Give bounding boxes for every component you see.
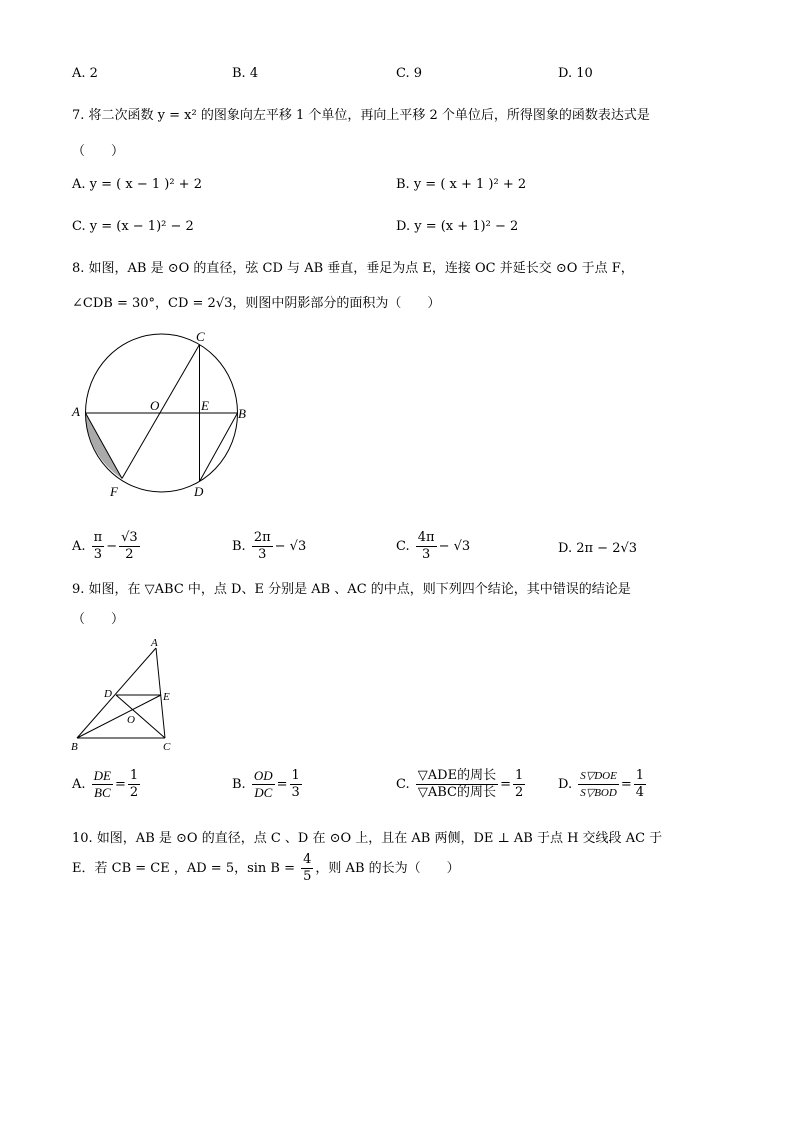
q8-options	[72, 520, 734, 564]
q9-option-c-prefix: C.	[396, 777, 410, 792]
q10-stem-line2	[72, 852, 460, 885]
q9-segment-dc	[116, 695, 165, 738]
q9-option-d[interactable]	[558, 768, 648, 801]
q9-options	[72, 768, 734, 812]
q9-label-a: A	[151, 637, 158, 649]
q8-option-c[interactable]	[396, 530, 470, 563]
q8-a-num2: √3	[121, 530, 138, 545]
q9-stem: 9. 如图，在 ▽ABC 中，点 D、E 分别是 AB 、AC 的中点，则下列四个结论，其中错误的结论是	[72, 582, 631, 597]
q6-option-c[interactable]: C. 9	[396, 66, 423, 81]
q6-option-d[interactable]: D. 10	[558, 66, 593, 81]
q8-label-d: D	[194, 484, 204, 499]
q9-option-a[interactable]	[72, 768, 142, 801]
q7-options-row2	[72, 219, 734, 241]
q9-a-num: DE	[93, 768, 112, 783]
q8-circle-figure	[70, 326, 260, 501]
q7-options-row1	[72, 177, 734, 199]
q8-c-tail: − √3	[438, 539, 471, 554]
q8-label-c: C	[196, 329, 205, 344]
q8-b-num: 2π	[253, 530, 271, 545]
q7-option-c[interactable]: C. y = (x − 1)² − 2	[72, 219, 194, 234]
q9-option-a-prefix: A.	[72, 777, 86, 792]
q8-line-af	[86, 413, 123, 479]
q9-label-d: D	[104, 688, 112, 700]
q8-a-minus: −	[106, 539, 118, 554]
q9-answer-paren: （ ）	[72, 612, 125, 627]
q9-a-eq: =	[115, 777, 126, 792]
q8-option-b-prefix: B.	[232, 539, 246, 554]
q8-option-a[interactable]	[72, 530, 142, 563]
q7-answer-paren: （ ）	[72, 144, 125, 159]
q9-option-b[interactable]	[232, 768, 304, 801]
q8-c-den: 3	[422, 547, 431, 562]
q9-d-den: S▽BOD	[580, 787, 617, 799]
q6-option-b[interactable]: B. 4	[232, 66, 259, 81]
q9-c-eq: =	[500, 777, 511, 792]
q8-option-a-prefix: A.	[72, 539, 86, 554]
q8-a-den2: 2	[125, 547, 134, 562]
q9-d-num: S▽DOE	[578, 768, 619, 785]
q8-a-den1: 3	[93, 547, 103, 562]
q8-a-num1: π	[93, 530, 103, 545]
q9-label-c: C	[163, 741, 171, 753]
q9-label-b: B	[71, 741, 78, 753]
q8-b-den: 3	[258, 547, 267, 562]
q8-option-c-prefix: C.	[396, 539, 410, 554]
q7-stem: 7. 将二次函数 y = x² 的图象向左平移 1 个单位，再向上平移 2 个单位后，所得图象的函数表达式是	[72, 108, 650, 123]
q9-c-num: ▽ADE的周长	[417, 768, 497, 783]
q9-a-rnum: 1	[129, 768, 139, 783]
q8-label-o: O	[150, 398, 160, 413]
q9-triangle-figure	[68, 636, 188, 754]
q9-label-o: O	[127, 714, 135, 726]
q10-stem-part-a: E．若 CB = CE ，AD = 5，sin B =	[72, 861, 295, 876]
q8-label-f: F	[110, 484, 118, 499]
q9-option-c[interactable]	[396, 768, 527, 801]
q9-d-rnum: 1	[635, 768, 644, 783]
q9-c-den: ▽ABC的周长	[417, 785, 496, 800]
q9-c-rden: 2	[514, 785, 524, 800]
q8-option-d[interactable]: D. 2π − 2√3	[558, 541, 638, 556]
q9-side-ab	[77, 648, 156, 738]
q9-b-rden: 3	[291, 785, 300, 800]
q8-stem-line1: 8. 如图，AB 是 ⊙O 的直径，弦 CD 与 AB 垂直，垂足为点 E，连接 OC 并延长交 ⊙O 于点 F，	[72, 261, 634, 276]
q8-stem-line2: ∠CDB = 30°，CD = 2√3，则图中阴影部分的面积为（ ）	[72, 296, 441, 311]
q9-label-e: E	[163, 691, 170, 703]
q9-option-b-prefix: B.	[232, 777, 246, 792]
q10-stem-line1: 10. 如图，AB 是 ⊙O 的直径，点 C 、D 在 ⊙O 上，且在 AB 两侧，DE ⊥ AB 于点 H 交线段 AC 于	[72, 831, 663, 846]
q10-sin-num: 4	[303, 852, 312, 867]
q8-label-e: E	[201, 398, 209, 413]
q8-option-b[interactable]	[232, 530, 306, 563]
q9-segment-eb	[77, 695, 161, 738]
q7-option-d[interactable]: D. y = (x + 1)² − 2	[396, 219, 519, 234]
q9-d-eq: =	[620, 777, 632, 792]
q9-b-num: OD	[253, 768, 273, 783]
q9-b-den: DC	[254, 785, 273, 800]
q8-b-tail: − √3	[274, 539, 307, 554]
q6-option-a[interactable]: A. 2	[72, 66, 98, 81]
q9-c-rnum: 1	[514, 768, 524, 783]
q7-option-a[interactable]: A. y = ( x − 1 )² + 2	[72, 177, 202, 192]
q9-b-rnum: 1	[291, 768, 300, 783]
q8-c-num: 4π	[417, 530, 435, 545]
q10-sin-den: 5	[303, 869, 312, 884]
q9-d-rden: 4	[635, 785, 644, 800]
q6-options	[72, 66, 734, 88]
q8-label-a: A	[72, 404, 80, 419]
q9-option-d-prefix: D.	[558, 777, 573, 792]
q8-line-cf	[122, 345, 200, 479]
q9-b-eq: =	[276, 777, 288, 792]
q7-option-b[interactable]: B. y = ( x + 1 )² + 2	[396, 177, 527, 192]
q8-label-b: B	[238, 406, 246, 421]
q9-a-rden: 2	[129, 785, 139, 800]
q10-stem-part-b: ，则 AB 的长为（ ）	[315, 861, 460, 876]
q8-line-db	[200, 413, 238, 482]
q9-a-den: BC	[94, 785, 111, 800]
